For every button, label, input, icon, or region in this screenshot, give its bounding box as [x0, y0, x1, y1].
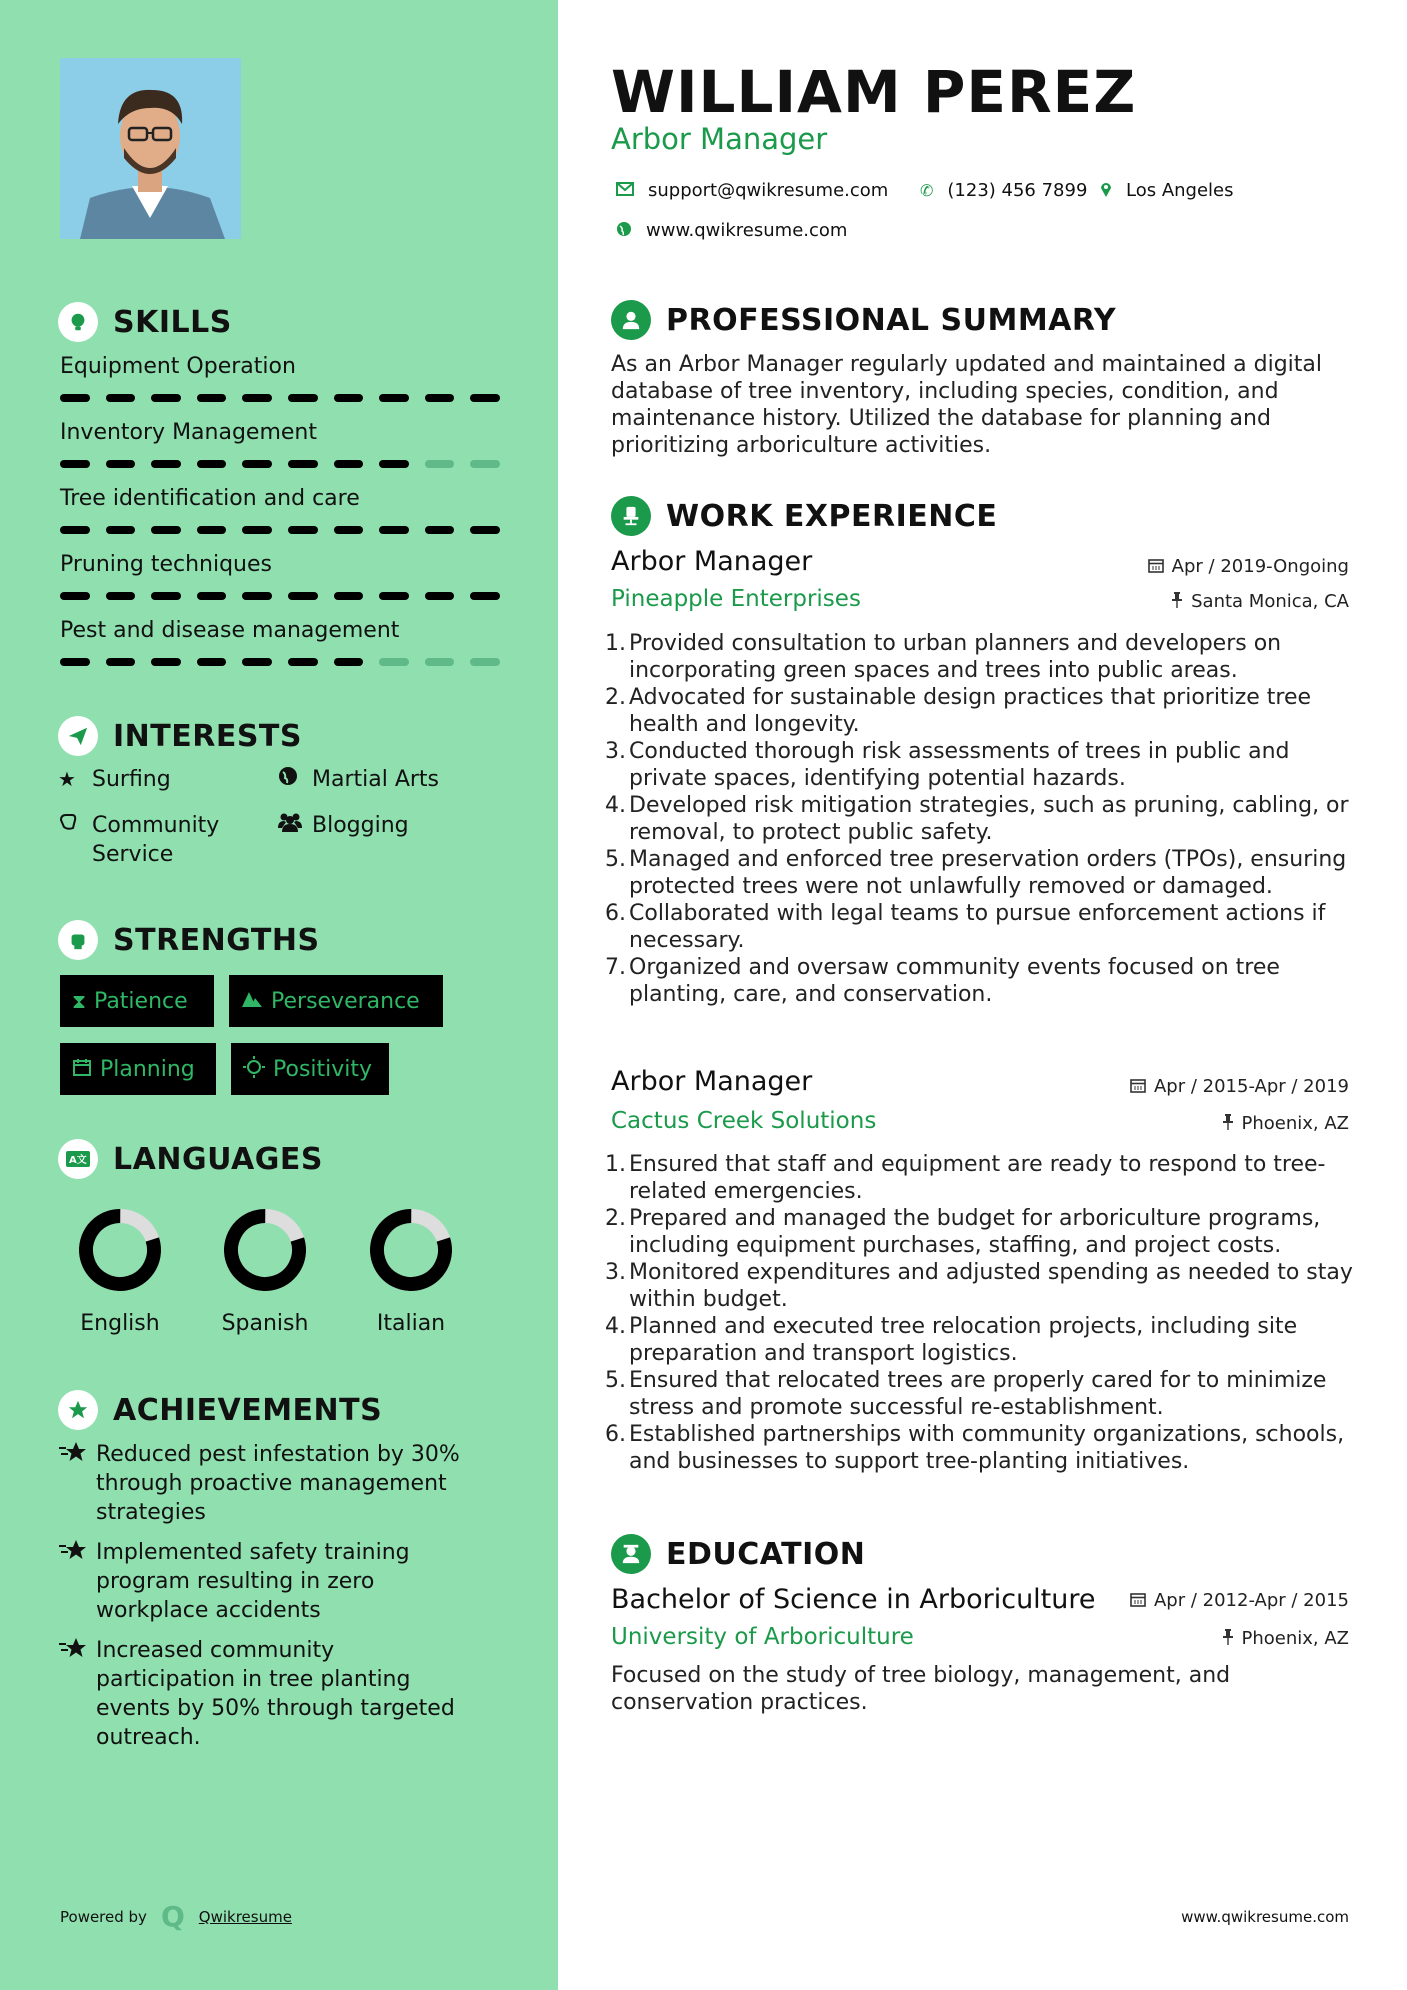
skill-level-dot	[334, 592, 364, 600]
shooting-star-icon	[58, 1440, 96, 1527]
skill-item	[60, 418, 500, 468]
svg-text:A文: A文	[69, 1155, 87, 1166]
job-duties	[611, 1151, 1356, 1475]
fist-icon	[58, 920, 98, 960]
skill-level-dot	[151, 526, 181, 534]
ring-fill	[368, 1207, 454, 1293]
skill-level-dot	[197, 394, 227, 402]
school-name: University of Arboriculture	[611, 1624, 914, 1650]
duty-item: Conducted thorough risk assessments of trees in public and private spaces, identifying potential hazards.	[629, 739, 1290, 791]
skill-name: Equipment Operation	[60, 354, 296, 379]
skill-level-dot	[379, 460, 409, 468]
achievement-item: Increased community participation in tree planting events by 50% through targeted outreach.	[58, 1636, 478, 1752]
paper-plane-icon	[58, 716, 98, 756]
map-pin-icon	[1100, 181, 1112, 201]
job-duties	[611, 630, 1356, 1008]
skill-level-dot	[425, 394, 455, 402]
skill-level-dot	[288, 526, 318, 534]
language-item	[50, 1205, 190, 1336]
strengths-title: STRENGTHS	[113, 922, 320, 958]
language-item	[341, 1205, 481, 1336]
skill-level-dot	[242, 592, 272, 600]
pushpin-icon	[1222, 1114, 1234, 1134]
award-star-icon	[58, 1390, 98, 1430]
achievement-item: Reduced pest infestation by 30% through proactive management strategies	[58, 1440, 478, 1527]
education-title: EDUCATION	[666, 1536, 866, 1572]
interest-item: ★ Surfing	[58, 767, 171, 792]
pushpin-icon	[1222, 1629, 1234, 1649]
education-date: Apr / 2012-Apr / 2015	[1130, 1590, 1349, 1611]
skill-level-dot	[470, 460, 500, 468]
skill-level-dot	[106, 460, 136, 468]
skill-level-dot	[197, 658, 227, 666]
skill-level-dot	[60, 526, 90, 534]
duty-item: Developed risk mitigation strategies, such as pruning, cabling, or removal, to protect public safety.	[629, 793, 1349, 845]
duty-item: Provided consultation to urban planners and developers on incorporating green spaces and trees into public areas.	[629, 631, 1282, 683]
job-date: Apr / 2019-Ongoing	[1148, 556, 1349, 577]
skill-level-dot	[470, 526, 500, 534]
education-text: Focused on the study of tree biology, management, and conservation practices.	[611, 1663, 1231, 1715]
skill-level-dot	[60, 460, 90, 468]
strength-badge: Perseverance	[229, 975, 443, 1027]
skill-level-dot	[379, 658, 409, 666]
strength-badge: Positivity	[231, 1043, 389, 1095]
interest-item: Martial Arts	[278, 765, 439, 794]
skills-title: SKILLS	[113, 304, 232, 340]
skill-level-dot	[288, 394, 318, 402]
powered-by: Powered by Q Qwikresume	[60, 1900, 292, 1933]
translate-icon	[58, 1139, 98, 1179]
duty-item: Established partnerships with community organizations, schools, and businesses to support tree-planting initiatives.	[629, 1422, 1345, 1474]
skill-level-dot	[425, 592, 455, 600]
star-icon: ★	[58, 767, 76, 791]
skill-level-dot	[334, 460, 364, 468]
degree-title: Bachelor of Science in Arboriculture	[611, 1584, 1096, 1615]
user-icon	[611, 300, 651, 340]
language-proficiency-ring	[366, 1205, 456, 1295]
skill-name: Inventory Management	[60, 420, 317, 445]
skill-level-dot	[334, 526, 364, 534]
skill-level-dot	[379, 394, 409, 402]
skill-level-dot	[60, 394, 90, 402]
achievements-title: ACHIEVEMENTS	[113, 1392, 383, 1428]
phone-icon: ✆	[920, 181, 934, 200]
job-title: Arbor Manager	[611, 1066, 813, 1097]
duty-item: Managed and enforced tree preservation orders (TPOs), ensuring protected trees were not unlawfully removed or damaged.	[629, 847, 1347, 899]
skill-level-dot	[60, 658, 90, 666]
skill-level-dot	[106, 394, 136, 402]
users-icon	[278, 811, 302, 839]
education-header	[611, 1534, 865, 1574]
language-name: Italian	[376, 1311, 446, 1336]
strength-badge: ⧗ Patience	[60, 975, 214, 1027]
strength-badge: Planning	[60, 1043, 216, 1095]
summary-title: PROFESSIONAL SUMMARY	[666, 302, 1117, 338]
skill-level-dot	[151, 592, 181, 600]
interest-item: Community Service	[58, 811, 232, 869]
skill-level-dot	[106, 592, 136, 600]
calendar-icon	[1130, 1077, 1146, 1097]
skill-item	[60, 550, 500, 600]
interests-title: INTERESTS	[113, 718, 302, 754]
skill-level-dot	[242, 460, 272, 468]
contact-phone[interactable]: ✆ (123) 456 7899	[920, 180, 1088, 201]
skill-item	[60, 484, 500, 534]
skill-level-dot	[242, 526, 272, 534]
summary-header	[611, 300, 1116, 340]
ring-fill	[77, 1207, 163, 1293]
lightbulb-icon	[58, 302, 98, 342]
interests-header	[58, 716, 302, 756]
experience-header	[611, 496, 997, 536]
duty-item: Planned and executed tree relocation projects, including site preparation and transport logistics.	[629, 1314, 1298, 1366]
sun-icon	[243, 1056, 265, 1083]
language-item	[195, 1205, 335, 1336]
footer-website[interactable]: www.qwikresume.com	[1181, 1908, 1349, 1926]
globe-icon	[616, 221, 632, 241]
job-location: Phoenix, AZ	[1222, 1113, 1350, 1134]
job-location: Santa Monica, CA	[1171, 591, 1349, 612]
duty-item: Ensured that relocated trees are properly cared for to minimize stress and promote successful re-establishment.	[629, 1368, 1327, 1420]
skill-level-dot	[425, 658, 455, 666]
skill-level-dot	[470, 592, 500, 600]
skill-name: Pest and disease management	[60, 618, 400, 643]
skill-level-dot	[470, 394, 500, 402]
skill-level-meter	[60, 592, 500, 600]
skill-level-dot	[334, 394, 364, 402]
pushpin-icon	[1171, 592, 1183, 612]
calendar-icon	[1130, 1591, 1146, 1611]
language-proficiency-ring	[220, 1205, 310, 1295]
skill-level-dot	[425, 460, 455, 468]
experience-title: WORK EXPERIENCE	[666, 498, 998, 534]
shooting-star-icon	[58, 1636, 96, 1752]
skill-level-dot	[197, 460, 227, 468]
skill-level-dot	[288, 592, 318, 600]
ring-fill	[222, 1207, 308, 1293]
office-chair-icon	[611, 496, 651, 536]
company-name: Cactus Creek Solutions	[611, 1108, 877, 1134]
skill-level-dot	[151, 658, 181, 666]
skill-level-meter	[60, 460, 500, 468]
skill-level-meter	[60, 526, 500, 534]
duty-item: Collaborated with legal teams to pursue enforcement actions if necessary.	[629, 901, 1326, 953]
skill-level-dot	[197, 592, 227, 600]
skill-level-dot	[425, 526, 455, 534]
job-date: Apr / 2015-Apr / 2019	[1130, 1076, 1349, 1097]
skill-name: Tree identification and care	[60, 486, 360, 511]
skill-level-dot	[379, 592, 409, 600]
languages-header	[58, 1139, 323, 1179]
skill-level-dot	[106, 658, 136, 666]
duty-item: Prepared and managed the budget for arboriculture programs, including equipment purchases, staffing, and project costs.	[629, 1206, 1321, 1258]
duty-item: Monitored expenditures and adjusted spending as needed to stay within budget.	[629, 1260, 1353, 1312]
skill-level-meter	[60, 394, 500, 402]
skill-level-dot	[151, 460, 181, 468]
skill-level-dot	[197, 526, 227, 534]
language-proficiency-ring	[75, 1205, 165, 1295]
skill-level-dot	[106, 526, 136, 534]
duty-item: Advocated for sustainable design practices that prioritize tree health and longevity.	[629, 685, 1312, 737]
skill-level-dot	[151, 394, 181, 402]
skill-level-dot	[288, 658, 318, 666]
graduate-icon	[611, 1534, 651, 1574]
skill-level-dot	[288, 460, 318, 468]
strengths-header	[58, 920, 320, 960]
skills-header	[58, 302, 232, 342]
hourglass-icon: ⧗	[72, 989, 87, 1013]
achievements-header	[58, 1390, 382, 1430]
languages-title: LANGUAGES	[113, 1141, 323, 1177]
qwikresume-logo-icon: Q	[160, 1900, 185, 1933]
skill-level-dot	[60, 592, 90, 600]
skill-level-dot	[242, 394, 272, 402]
candidate-role: Arbor Manager	[611, 122, 828, 156]
skill-item	[60, 352, 500, 402]
globe-icon	[278, 765, 302, 793]
summary-text: As an Arbor Manager regularly updated and maintained a digital database of tree inventory, including species, condition, and maintenance history. Utilized the database for planning and prioritizing arboriculture activities.	[611, 352, 1323, 458]
skill-item	[60, 616, 500, 666]
main-content	[558, 0, 1407, 1990]
language-name: English	[80, 1311, 160, 1336]
interest-item: Blogging	[278, 811, 409, 840]
calendar-icon	[72, 1057, 92, 1082]
profile-photo	[60, 58, 241, 239]
skill-level-dot	[379, 526, 409, 534]
hand-icon	[58, 811, 82, 839]
job-title: Arbor Manager	[611, 546, 813, 577]
skill-level-dot	[334, 658, 364, 666]
envelope-icon	[616, 181, 634, 200]
contact-website[interactable]: www.qwikresume.com	[616, 220, 847, 241]
contact-email[interactable]: support@qwikresume.com	[616, 180, 888, 201]
achievement-item: Implemented safety training program resulting in zero workplace accidents	[58, 1538, 478, 1625]
language-name: Spanish	[221, 1311, 309, 1336]
qwikresume-link[interactable]: Qwikresume	[198, 1907, 292, 1926]
education-location: Phoenix, AZ	[1222, 1628, 1350, 1649]
candidate-name: WILLIAM PEREZ	[611, 58, 1137, 126]
duty-item: Ensured that staff and equipment are ready to respond to tree-related emergencies.	[629, 1152, 1326, 1204]
calendar-icon	[1148, 557, 1164, 577]
shooting-star-icon	[58, 1538, 96, 1625]
skill-level-meter	[60, 658, 500, 666]
skill-level-dot	[470, 658, 500, 666]
skill-name: Pruning techniques	[60, 552, 272, 577]
climber-icon	[241, 989, 263, 1013]
contact-location: Los Angeles	[1100, 180, 1234, 201]
sidebar	[0, 0, 558, 1990]
skill-level-dot	[242, 658, 272, 666]
duty-item: Organized and oversaw community events focused on tree planting, care, and conservation.	[629, 955, 1280, 1007]
company-name: Pineapple Enterprises	[611, 586, 861, 612]
